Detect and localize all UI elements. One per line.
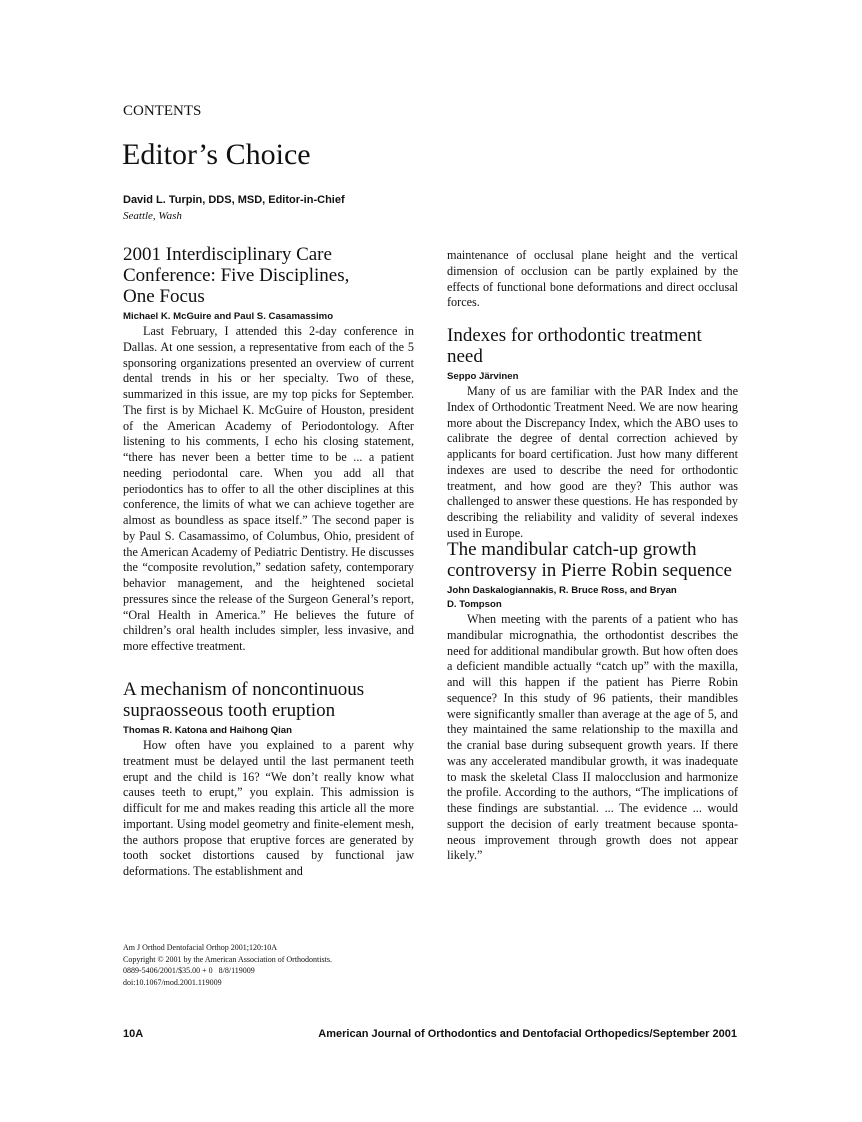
article-authors: Seppo Järvinen	[447, 371, 519, 382]
citation: Am J Orthod Dentofacial Orthop 2001;120:10A	[123, 943, 277, 952]
article-title: The mandibular catch-up growth controversy in Pierre Robin sequence	[447, 539, 732, 581]
article-title: Indexes for orthodontic treatment need	[447, 325, 702, 367]
page-number: 10A	[123, 1028, 144, 1040]
journal-name: American Journal of Orthodontics and Dentofacial Orthopedics/September 2001	[318, 1028, 737, 1040]
article-authors: Thomas R. Katona and Haihong Qian	[123, 725, 292, 736]
editor-location: Seattle, Wash	[123, 210, 182, 222]
article-body: Many of us are familiar with the PAR Index and the Index of Orthodontic Treatment Need. We are now hearing more about the Discrepancy Index, which the ABO uses to calibrate the degree of dental correction achieved by applicants for board certification. Just how many different indexes are used to describe the need for orthodontic treatment, and how good are they? This author was challenged to answer these questions. He has responded by describing the reliability and validity of several indexes used in Europe.	[447, 384, 738, 540]
article-title: A mechanism of noncontinuous supraosseous tooth eruption	[123, 679, 365, 721]
article-authors: John Daskalogiannakis, R. Bruce Ross, and Bryan D. Tompson	[447, 585, 677, 610]
copyright: Copyright © 2001 by the American Association of Orthodontists.	[123, 954, 332, 964]
article-title: 2001 Interdisciplinary Care Conference: Five Disciplines, One Focus	[123, 244, 350, 307]
article-body: When meeting with the parents of a patient who has mandibular micrognathia, the orthodontist describes the need for additional mandibular growth. But how often does a deficient mandible actually “catch up” with the maxilla, and will this happen if the patient has Pierre Robin sequence? In this study of 96 patients, their mandibles were significantly smaller than average at the age of 5, and they maintained the same relationship to the maxilla and the cranial base during subsequent growth years. If there was any accelerated mandibular growth, it was inadequate to mask the skeletal Class II malocclusion and harmonize the profile. According to the authors, “The implications of these findings are substantial. ... The evidence ... would support the decision of early treatment because spontaneous improvement through growth does not appear likely.”	[447, 612, 738, 863]
article-1	[123, 244, 414, 655]
article-2-continuation: maintenance of occlusal plane height and the vertical dimension of occlusion can be partly explained by the effects of functional bone deformations and direct occlusal forces.	[447, 248, 738, 310]
doi: doi:10.1067/mod.2001.119009	[123, 977, 222, 987]
price-code: 0889-5406/2001/$35.00 + 0 8/8/119009	[123, 966, 255, 975]
page-title: Editor’s Choice	[122, 138, 311, 171]
article-authors: Michael K. McGuire and Paul S. Casamassimo	[123, 311, 334, 322]
editor-byline: David L. Turpin, DDS, MSD, Editor-in-Chief	[123, 194, 345, 206]
article-body: Last February, I attended this 2-day conference in Dallas. At one session, a representative from each of the 5 sponsoring organizations presented an overview of current dental trends in his or her specialty. Two of these, summarized in this issue, are my top picks for September. The first is by Michael K. McGuire of Houston, president of the American Academy of Periodontology. After listening to his comments, I echo his closing statement, “there has never been a better time to be ... a patient needing periodontal care. When you add all that periodontics has to offer to all the other disciplines at this conference, the limits of what we can achieve together are almost as boundless as space itself.” The second paper is by Paul S. Casamassimo, of Columbus, Ohio, president of the American Academy of Pediatric Dentistry. He discusses the “composite revolution,” sedation safety, contemporary behavior management, and the heightened societal pressures since the release of the Surgeon General’s report, “Oral Health in America.” He believes the future of children’s oral health includes simpler, less invasive, and more effective treatment.	[123, 324, 414, 653]
article-2	[123, 679, 414, 880]
section-label: CONTENTS	[123, 103, 202, 119]
article-3	[447, 325, 738, 542]
article-4	[447, 539, 738, 864]
article-body: How often have you explained to a parent why treatment must be delayed until the last permanent teeth erupt and the child is 16? “We don’t really know what causes teeth to erupt,” you explain. This admission is difficult for me and makes reading this article all the more important. Using model geometry and finite-element mesh, the authors propose that eruptive forces are generated by tooth socket distortions caused by functional jaw deformations. The establishment and	[123, 738, 414, 878]
citation-footer	[123, 942, 332, 988]
